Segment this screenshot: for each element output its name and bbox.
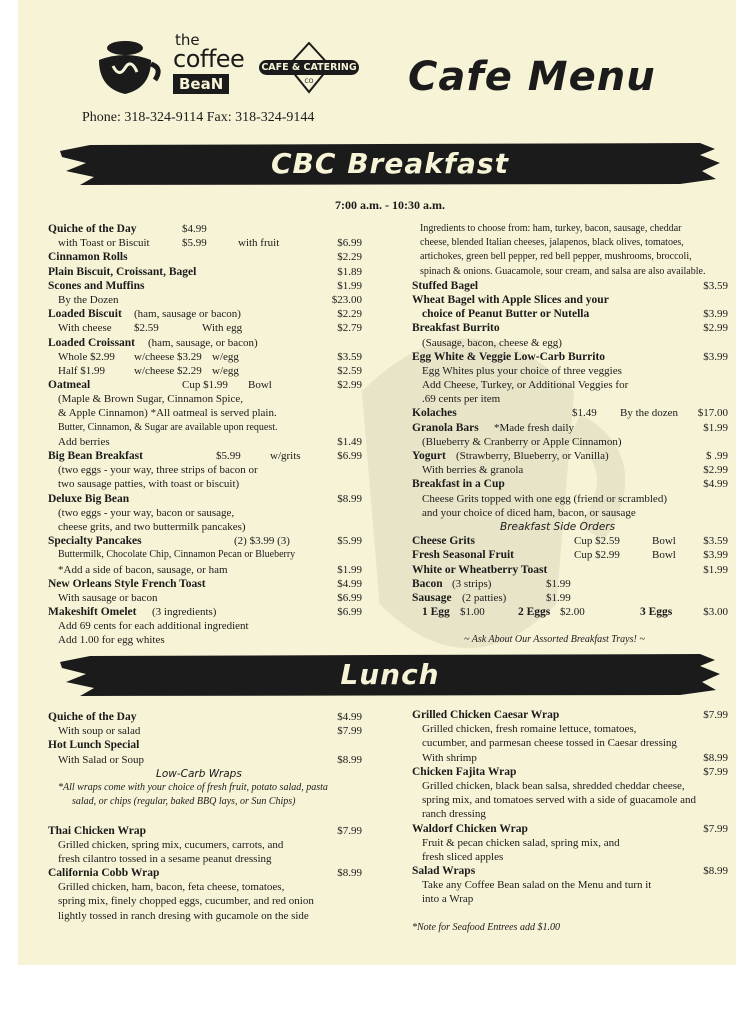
menu-line — [48, 838, 362, 852]
item-price: $4.99 — [337, 577, 362, 590]
item-price: $8.99 — [703, 865, 728, 878]
menu-line — [412, 265, 728, 279]
item-text: Buttermilk, Chocolate Chip, Cinnamon Pecan or Blueberry — [58, 549, 296, 561]
item-text: Hot Lunch Special — [48, 739, 140, 752]
menu-line — [412, 492, 728, 506]
item-detail: 3 Eggs — [640, 606, 673, 619]
phone-fax: Phone: 318-324-9114 Fax: 318-324-9144 — [82, 110, 315, 125]
item-text: Granola Bars — [412, 421, 479, 434]
item-text: With berries & granola — [422, 464, 524, 477]
logo-coffee: coffee — [173, 45, 245, 73]
menu-line — [412, 293, 728, 307]
menu-line — [48, 852, 362, 866]
item-text: cucumber, and parmesan cheese tossed in Caesar dressing — [422, 737, 677, 750]
menu-line — [48, 809, 362, 823]
item-text: With sausage or bacon — [58, 591, 158, 604]
item-text: Bacon — [412, 577, 443, 590]
menu-line — [48, 492, 362, 506]
item-text: New Orleans Style French Toast — [48, 577, 206, 590]
menu-line — [412, 406, 728, 420]
item-text: Egg White & Veggie Low-Carb Burrito — [412, 350, 606, 363]
item-text: By the Dozen — [58, 293, 119, 306]
item-text: Grilled chicken, black bean salsa, shredded cheddar cheese, — [422, 779, 685, 792]
item-text: salad, or chips (regular, baked BBQ lays, or Sun Chips) — [72, 796, 296, 808]
menu-line — [48, 548, 362, 562]
menu-line — [48, 222, 362, 236]
menu-line — [48, 421, 362, 435]
item-detail: $2.59 — [134, 322, 159, 335]
item-text: fresh cilantro tossed in a sesame peanut dressing — [58, 852, 272, 865]
item-detail: $1.49 — [572, 407, 597, 420]
item-text: Cheese Grits topped with one egg (friend or scrambled) — [422, 492, 667, 505]
item-text: *Add a side of bacon, sausage, or ham — [58, 563, 228, 576]
menu-line — [48, 738, 362, 752]
coffee-cup-logo-icon — [93, 38, 163, 100]
item-text: cheese, blended Italian cheeses, jalapenos, black olives, tomatoes, — [420, 237, 684, 249]
lunch-right-column — [412, 708, 728, 935]
menu-line — [412, 563, 728, 577]
menu-line — [48, 506, 362, 520]
menu-line — [412, 751, 728, 765]
item-price: $8.99 — [337, 867, 362, 880]
item-text: Fruit & pecan chicken salad, spring mix, and — [422, 836, 620, 849]
badge-co: CO — [304, 78, 314, 85]
menu-line — [412, 722, 728, 736]
item-text: into a Wrap — [422, 893, 474, 906]
item-price: $1.89 — [337, 265, 362, 278]
menu-line — [412, 548, 728, 562]
menu-line — [48, 781, 362, 795]
item-detail: Bowl — [248, 379, 272, 392]
menu-line — [412, 392, 728, 406]
item-text: With Salad or Soup — [58, 753, 145, 766]
menu-line — [412, 921, 728, 935]
item-text: Specialty Pancakes — [48, 535, 142, 548]
menu-line — [412, 250, 728, 264]
item-text: Breakfast Side Orders — [500, 520, 616, 533]
item-price: $1.99 — [703, 421, 728, 434]
item-detail: w/grits — [270, 450, 301, 462]
item-text: Fresh Seasonal Fruit — [412, 549, 515, 562]
lunch-title: Lunch — [340, 658, 440, 691]
item-text: Big Bean Breakfast — [48, 450, 143, 462]
menu-line — [48, 449, 362, 463]
item-detail: *Made fresh daily — [494, 421, 575, 434]
item-text: With shrimp — [422, 751, 477, 764]
item-text: (two eggs - your way, bacon or sausage, — [58, 506, 235, 519]
item-text: Makeshift Omelet — [48, 606, 137, 619]
item-detail: (3 ingredients) — [152, 606, 217, 619]
item-price: $4.99 — [703, 478, 728, 491]
item-price: $2.79 — [337, 322, 362, 335]
menu-line — [412, 321, 728, 335]
item-text: Butter, Cinnamon, & Sugar are available upon request. — [58, 421, 278, 433]
item-price: $1.49 — [337, 435, 362, 448]
item-detail: w/cheese $3.29 — [134, 350, 202, 363]
item-text: Grilled chicken, ham, bacon, feta cheese, tomatoes, — [58, 881, 285, 894]
item-text: Quiche of the Day — [48, 711, 137, 723]
item-text: with Toast or Biscuit — [58, 237, 150, 250]
item-detail: (3 strips) — [452, 577, 492, 590]
item-text: cheese grits, and two buttermilk pancakes) — [58, 520, 246, 533]
item-text: ~ Ask About Our Assorted Breakfast Trays! ~ — [464, 634, 645, 646]
item-detail: $5.99 — [216, 450, 241, 462]
menu-line — [412, 619, 728, 633]
menu-line — [412, 878, 728, 892]
breakfast-title: CBC Breakfast — [271, 147, 509, 180]
item-text: Low-Carb Wraps — [156, 767, 242, 780]
menu-line — [48, 350, 362, 364]
menu-line — [412, 449, 728, 463]
item-text: spinach & onions. Guacamole, sour cream, and salsa are also available. — [420, 265, 706, 277]
menu-line — [412, 378, 728, 392]
item-text: .69 cents per item — [422, 393, 501, 406]
item-price: $2.29 — [337, 251, 362, 264]
menu-line — [412, 463, 728, 477]
item-text: fresh sliced apples — [422, 850, 504, 863]
item-price: $8.99 — [337, 492, 362, 505]
item-text: Waldorf Chicken Wrap — [412, 822, 528, 835]
item-text: Wheat Bagel with Apple Slices and your — [412, 293, 609, 306]
menu-line — [412, 506, 728, 520]
item-detail: Cup $2.59 — [574, 535, 620, 548]
menu-line — [48, 378, 362, 392]
item-price: $3.59 — [337, 350, 362, 363]
page-title: Cafe Menu — [408, 54, 656, 100]
menu-line — [48, 336, 362, 350]
item-text: Whole $2.99 — [58, 350, 115, 363]
item-text: Cinnamon Rolls — [48, 251, 128, 264]
item-price: $3.99 — [703, 549, 728, 562]
menu-line — [48, 619, 362, 633]
item-detail: By the dozen — [620, 407, 679, 420]
item-text: Scones and Muffins — [48, 279, 145, 292]
item-text: (Blueberry & Cranberry or Apple Cinnamon) — [422, 435, 622, 448]
menu-line — [412, 892, 728, 906]
menu-line — [48, 563, 362, 577]
item-text: With cheese — [58, 322, 112, 335]
menu-line — [412, 807, 728, 821]
menu-line — [48, 880, 362, 894]
menu-line — [48, 392, 362, 406]
item-text: Half $1.99 — [58, 364, 106, 377]
item-detail: $5.99 — [182, 237, 207, 250]
item-text: ranch dressing — [422, 808, 486, 821]
lunch-left-column — [48, 710, 362, 923]
item-price: $23.00 — [331, 293, 362, 306]
menu-line — [412, 236, 728, 250]
item-price: $5.99 — [337, 535, 362, 548]
lunch-banner — [60, 654, 720, 696]
item-text: Stuffed Bagel — [412, 279, 479, 292]
menu-line — [48, 250, 362, 264]
item-detail: $2.00 — [560, 606, 585, 619]
item-text: White or Wheatberry Toast — [412, 563, 548, 576]
item-detail: 2 Eggs — [518, 606, 551, 619]
item-price: $2.29 — [337, 308, 362, 321]
menu-line — [412, 793, 728, 807]
item-price: $7.99 — [703, 822, 728, 835]
item-detail: Bowl — [652, 535, 676, 548]
cafe-catering-badge: CAFE & CATERING — [259, 60, 359, 75]
item-price: $3.99 — [703, 308, 728, 321]
menu-line — [48, 534, 362, 548]
item-price: $8.99 — [337, 753, 362, 766]
item-price: $7.99 — [337, 824, 362, 837]
item-text: Chicken Fajita Wrap — [412, 765, 517, 778]
menu-line — [48, 577, 362, 591]
item-price: $3.59 — [703, 535, 728, 548]
menu-line — [48, 894, 362, 908]
item-price: $7.99 — [703, 709, 728, 721]
item-detail: $4.99 — [182, 223, 207, 235]
item-text: Egg Whites plus your choice of three veggies — [422, 364, 622, 377]
menu-line — [48, 265, 362, 279]
item-detail: w/egg — [212, 350, 239, 363]
menu-line — [48, 909, 362, 923]
item-price: $6.99 — [337, 450, 362, 462]
item-price: $6.99 — [337, 606, 362, 619]
item-text: Add Cheese, Turkey, or Additional Veggies for — [422, 379, 629, 392]
item-detail: with fruit — [238, 237, 280, 250]
menu-line — [412, 534, 728, 548]
item-detail: $1.99 — [546, 591, 571, 604]
item-text: Plain Biscuit, Croissant, Bagel — [48, 265, 197, 278]
item-text: Kolaches — [412, 407, 457, 420]
menu-line — [412, 765, 728, 779]
item-text: Sausage — [412, 591, 452, 604]
menu-line — [412, 222, 728, 236]
item-text: Ingredients to choose from: ham, turkey, bacon, sausage, cheddar — [420, 223, 682, 234]
item-text: With soup or salad — [58, 725, 141, 738]
menu-line — [412, 864, 728, 878]
menu-line — [48, 795, 362, 809]
item-text: Thai Chicken Wrap — [48, 824, 146, 837]
item-price: $1.99 — [337, 279, 362, 292]
item-text: Breakfast Burrito — [412, 322, 500, 335]
item-detail: (ham, sausage, or bacon) — [148, 336, 258, 349]
item-text: (Sausage, bacon, cheese & egg) — [422, 336, 562, 349]
item-text: choice of Peanut Butter or Nutella — [422, 308, 590, 321]
menu-line — [48, 435, 362, 449]
menu-line — [48, 724, 362, 738]
menu-page — [18, 0, 736, 965]
item-text: and your choice of diced ham, bacon, or sausage — [422, 506, 636, 519]
menu-line — [48, 605, 362, 619]
item-text: (two eggs - your way, three strips of bacon or — [58, 464, 258, 477]
item-price: $2.59 — [337, 364, 362, 377]
item-text: Deluxe Big Bean — [48, 492, 130, 505]
menu-line — [48, 321, 362, 335]
item-price: $3.00 — [703, 606, 728, 619]
item-detail: (2) $3.99 (3) — [234, 535, 290, 548]
item-text: *All wraps come with your choice of fresh fruit, potato salad, pasta — [58, 781, 328, 793]
menu-line — [412, 605, 728, 619]
menu-line — [48, 364, 362, 378]
coffee-bean-logo — [93, 32, 368, 112]
breakfast-right-column — [412, 222, 728, 648]
menu-line — [48, 293, 362, 307]
item-text: Quiche of the Day — [48, 223, 137, 235]
item-price: $2.99 — [703, 322, 728, 335]
item-detail: w/cheese $2.29 — [134, 364, 202, 377]
item-text: spring mix, finely chopped eggs, cucumber, and red onion — [58, 895, 314, 908]
menu-line — [48, 753, 362, 767]
menu-line — [412, 307, 728, 321]
menu-line — [48, 824, 362, 838]
item-text: & Apple Cinnamon) *All oatmeal is served plain. — [58, 407, 277, 420]
menu-line — [412, 364, 728, 378]
item-text: lightly tossed in ranch dresing with gucamole on the side — [58, 909, 309, 922]
item-price: $2.99 — [337, 379, 362, 392]
menu-line — [412, 435, 728, 449]
item-detail: (2 patties) — [462, 591, 507, 604]
item-text: Oatmeal — [48, 379, 91, 392]
menu-line — [412, 779, 728, 793]
menu-line — [412, 822, 728, 836]
item-detail: w/egg — [212, 364, 239, 377]
item-detail: Cup $2.99 — [574, 549, 620, 562]
item-price: $7.99 — [337, 725, 362, 738]
item-text: Grilled Chicken Caesar Wrap — [412, 709, 560, 721]
item-text: Cheese Grits — [412, 535, 475, 548]
menu-line — [412, 850, 728, 864]
item-text: 1 Egg — [422, 606, 450, 619]
menu-line — [48, 520, 362, 534]
item-price: $1.99 — [337, 563, 362, 576]
menu-line — [48, 463, 362, 477]
menu-line — [48, 866, 362, 880]
item-text: Add 1.00 for egg whites — [58, 634, 165, 647]
item-text: Loaded Biscuit — [48, 308, 122, 321]
menu-line — [412, 836, 728, 850]
item-detail: Cup $1.99 — [182, 379, 228, 392]
breakfast-banner — [60, 143, 720, 185]
menu-line — [412, 591, 728, 605]
menu-line — [412, 279, 728, 293]
item-text: Grilled chicken, spring mix, cucumers, carrots, and — [58, 838, 284, 851]
item-text: California Cobb Wrap — [48, 867, 160, 880]
item-text: Grilled chicken, fresh romaine lettuce, tomatoes, — [422, 723, 637, 736]
item-detail: With egg — [202, 322, 243, 335]
menu-line — [48, 307, 362, 321]
item-price: $6.99 — [337, 237, 362, 250]
breakfast-left-column — [48, 222, 362, 648]
item-detail: $1.99 — [546, 577, 571, 590]
menu-line — [48, 236, 362, 250]
menu-line — [412, 577, 728, 591]
menu-line — [412, 708, 728, 722]
item-price: $8.99 — [703, 751, 728, 764]
menu-line — [48, 477, 362, 491]
item-text: two sausage patties, with toast or biscuit) — [58, 478, 240, 491]
item-text: Salad Wraps — [412, 865, 476, 878]
item-detail: $1.00 — [460, 606, 485, 619]
item-price: $1.99 — [703, 563, 728, 576]
menu-line — [412, 421, 728, 435]
menu-line — [412, 907, 728, 921]
item-price: $2.99 — [703, 464, 728, 477]
menu-line — [412, 336, 728, 350]
menu-line — [48, 710, 362, 724]
item-text: Take any Coffee Bean salad on the Menu and turn it — [422, 879, 652, 892]
menu-line — [48, 591, 362, 605]
menu-line — [48, 406, 362, 420]
menu-line — [412, 350, 728, 364]
item-detail: Bowl — [652, 549, 676, 562]
breakfast-hours: 7:00 a.m. - 10:30 a.m. — [335, 198, 445, 212]
menu-line — [412, 736, 728, 750]
item-price: $3.99 — [703, 350, 728, 363]
item-text: Add 69 cents for each additional ingredient — [58, 620, 249, 633]
logo-the: the — [175, 31, 200, 49]
item-text: Add berries — [58, 435, 110, 448]
menu-line — [412, 633, 728, 647]
item-text: Yogurt — [412, 450, 446, 462]
menu-line — [48, 767, 362, 781]
item-price: $17.00 — [697, 407, 728, 420]
item-price: $ .99 — [706, 450, 728, 462]
item-text: Breakfast in a Cup — [412, 478, 505, 491]
item-price: $4.99 — [337, 711, 362, 723]
item-detail: (Strawberry, Blueberry, or Vanilla) — [456, 450, 609, 462]
menu-line — [412, 520, 728, 534]
item-price: $3.59 — [703, 279, 728, 292]
menu-line — [412, 477, 728, 491]
item-price: $7.99 — [703, 765, 728, 778]
item-text: *Note for Seafood Entrees add $1.00 — [412, 921, 560, 933]
item-text: artichokes, green bell pepper, red bell pepper, mushrooms, broccoli, — [420, 251, 692, 263]
menu-line — [48, 633, 362, 647]
item-price: $6.99 — [337, 591, 362, 604]
item-text: (Maple & Brown Sugar, Cinnamon Spice, — [58, 393, 244, 406]
logo-bean: BeaN — [173, 74, 229, 94]
item-text: Loaded Croissant — [48, 336, 136, 349]
item-text: spring mix, and tomatoes served with a side of guacamole and — [422, 794, 697, 807]
menu-line — [48, 279, 362, 293]
item-detail: (ham, sausage or bacon) — [134, 308, 241, 321]
